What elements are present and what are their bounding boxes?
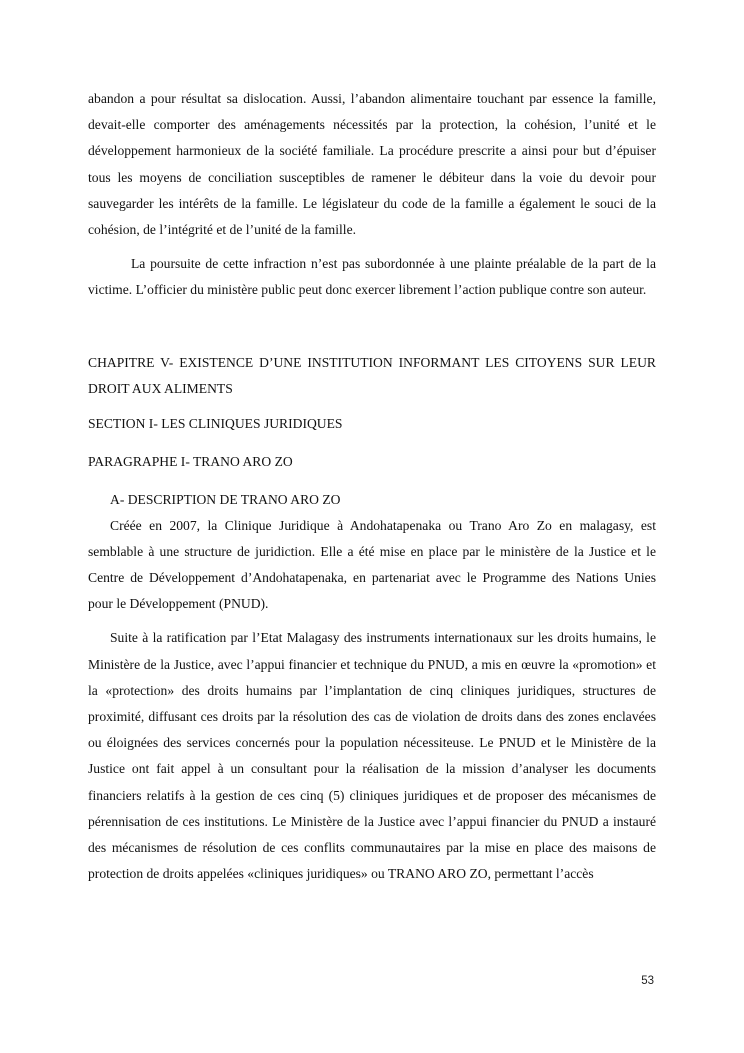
paragraph-abandon-alimentaire: abandon a pour résultat sa dislocation. Aussi, l’abandon alimentaire touchant par essence la famille, devait-elle comporter des aménagements nécessités par la protection, la cohésion, l’unité et le développement harmonieux de la société familiale. La procédure prescrite a ainsi pour but d’épuiser tous les moyens de conciliation susceptibles de ramener le débiteur dans la voie du devoir pour sauvegarder les intérêts de la famille. Le législateur du code de la famille a également le souci de la cohésion, de l’intégrité et de l’unité de la famille. [88, 91, 656, 238]
paragraph-heading: PARAGRAPHE I- TRANO ARO ZO [88, 453, 293, 469]
section-heading: SECTION I- LES CLINIQUES JURIDIQUES [88, 415, 343, 431]
page-number: 53 [641, 975, 654, 987]
paragraph-ratification: Suite à la ratification par l’Etat Malagasy des instruments internationaux sur les droits humains, le Ministère de la Justice, avec l’appui financier et technique du PNUD, a mis en œuvre la «promotion» et la «protection» des droits humains par l’implantation de cinq cliniques juridiques, structures de proximité, diffusant ces droits par la résolution des cas de violation de droits dans des zones enclavées ou éloignées des services concernés pour la population nécessiteuse. Le PNUD et le Ministère de la Justice ont fait appel à un consultant pour la réalisation de la mission d’analyser les documents financiers relatifs à la gestion de ces cinq (5) cliniques juridiques et de proposer des mécanismes de pérennisation de ces institutions. Le Ministère de la Justice avec l’appui financier du PNUD a instauré des mécanismes de résolution de ces conflits communautaires par la mise en place des maisons de protection de droits appelées «cliniques juridiques» ou TRANO ARO ZO, permettant l’accès [88, 630, 656, 882]
paragraph-poursuite: La poursuite de cette infraction n’est pas subordonnée à une plainte préalable de la part de la victime. L’officier du ministère public peut donc exercer librement l’action publique contre son auteur. [88, 256, 656, 298]
paragraph-creation-clinique: Créée en 2007, la Clinique Juridique à Andohatapenaka ou Trano Aro Zo en malagasy, est semblable à une structure de juridiction. Elle a été mise en place par le ministère de la Justice et le Centre de Développement d’Andohatapenaka, en partenariat avec le Programme des Nations Unies pour le Développement (PNUD). [88, 517, 656, 612]
subsection-heading: A- DESCRIPTION DE TRANO ARO ZO [110, 491, 341, 507]
document-page [88, 86, 656, 887]
spacer [88, 304, 656, 350]
chapter-heading: CHAPITRE V- EXISTENCE D’UNE INSTITUTION INFORMANT LES CITOYENS SUR LEUR DROIT AUX ALIMENTS [88, 354, 656, 396]
